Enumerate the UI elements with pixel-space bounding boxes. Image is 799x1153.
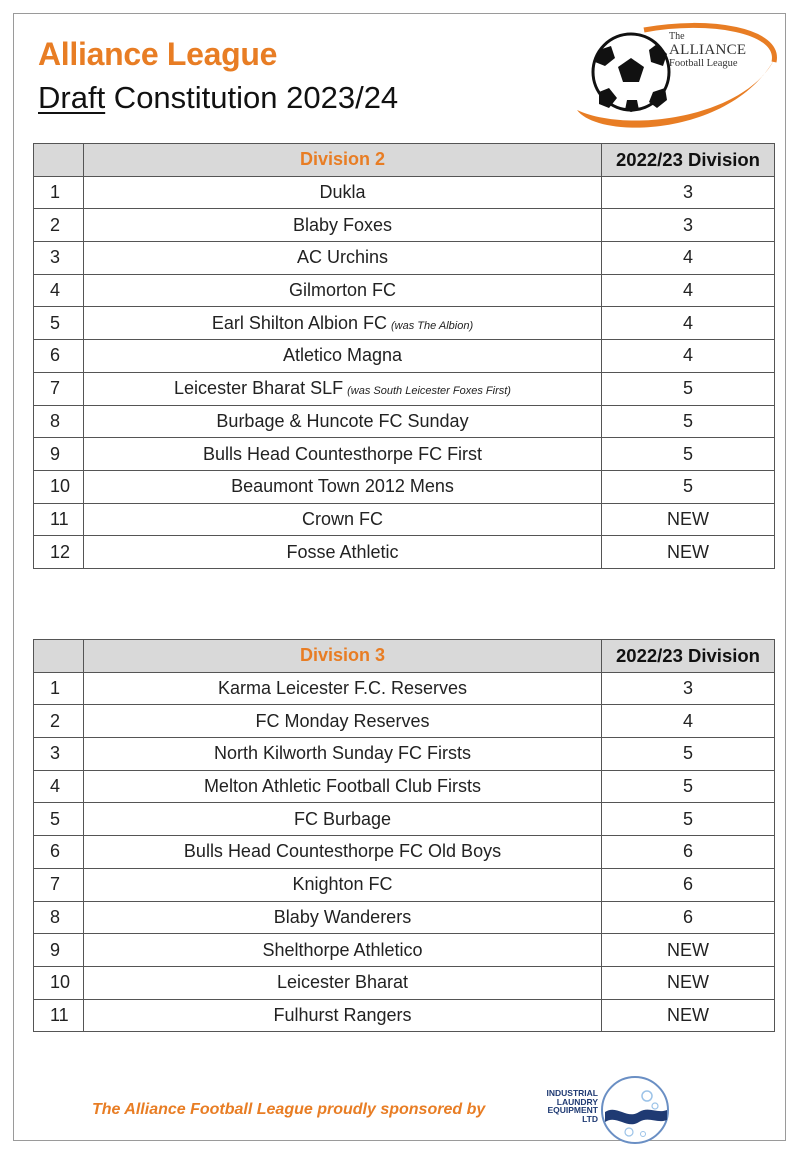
table-row bbox=[34, 999, 775, 1032]
table-row bbox=[34, 705, 775, 738]
row-number: 9 bbox=[34, 934, 84, 967]
team-name: Bulls Head Countesthorpe FC First bbox=[202, 443, 483, 464]
sponsor-line: LTD bbox=[582, 1113, 598, 1124]
sponsor-logo-wordmark bbox=[534, 1089, 598, 1123]
team-cell bbox=[84, 340, 602, 373]
row-number: 6 bbox=[34, 340, 84, 373]
constitution-subtitle bbox=[38, 80, 398, 116]
team-cell bbox=[84, 209, 602, 242]
previous-division: 3 bbox=[602, 176, 775, 209]
table-row bbox=[34, 242, 775, 275]
previous-division: 4 bbox=[602, 274, 775, 307]
team-cell bbox=[84, 307, 602, 340]
previous-division: 5 bbox=[602, 470, 775, 503]
team-cell bbox=[84, 934, 602, 967]
team-cell bbox=[84, 672, 602, 705]
team-cell bbox=[84, 176, 602, 209]
team-cell bbox=[84, 738, 602, 771]
team-cell bbox=[84, 274, 602, 307]
team-name: Blaby Wanderers bbox=[273, 906, 412, 927]
division-3-table bbox=[33, 639, 775, 1032]
document-page bbox=[13, 13, 786, 1141]
team-name: Gilmorton FC bbox=[288, 280, 396, 301]
row-number: 5 bbox=[34, 803, 84, 836]
team-cell bbox=[84, 503, 602, 536]
table-row bbox=[34, 209, 775, 242]
logo-football-league: Football League bbox=[669, 58, 738, 70]
previous-division: 5 bbox=[602, 438, 775, 471]
team-name: Knighton FC bbox=[292, 874, 393, 895]
team-name: Burbage & Huncote FC Sunday bbox=[216, 410, 469, 431]
row-number: 3 bbox=[34, 738, 84, 771]
row-number: 1 bbox=[34, 672, 84, 705]
previous-division: 5 bbox=[602, 738, 775, 771]
division-2-rows bbox=[34, 176, 775, 568]
team-cell bbox=[84, 536, 602, 569]
team-name: Fulhurst Rangers bbox=[273, 1004, 412, 1025]
row-number: 6 bbox=[34, 836, 84, 869]
league-title: Alliance League bbox=[38, 36, 278, 72]
table-row bbox=[34, 966, 775, 999]
table-row bbox=[34, 901, 775, 934]
team-name: Karma Leicester F.C. Reserves bbox=[217, 678, 468, 699]
team-cell bbox=[84, 803, 602, 836]
table-row bbox=[34, 836, 775, 869]
table-row bbox=[34, 405, 775, 438]
row-number: 9 bbox=[34, 438, 84, 471]
sponsor-line: EQUIPMENT bbox=[547, 1105, 598, 1115]
previous-division: 4 bbox=[602, 705, 775, 738]
team-cell bbox=[84, 242, 602, 275]
team-cell bbox=[84, 868, 602, 901]
team-cell bbox=[84, 770, 602, 803]
table-row bbox=[34, 340, 775, 373]
previous-division: 5 bbox=[602, 803, 775, 836]
team-name: AC Urchins bbox=[296, 247, 389, 268]
row-number: 4 bbox=[34, 274, 84, 307]
table-row bbox=[34, 372, 775, 405]
team-name: Melton Athletic Football Club Firsts bbox=[203, 776, 482, 797]
row-number: 5 bbox=[34, 307, 84, 340]
sponsor-statement: The Alliance Football League proudly sponsored by bbox=[92, 1101, 486, 1118]
team-note: (was The Albion) bbox=[390, 319, 474, 332]
previous-division: 6 bbox=[602, 836, 775, 869]
previous-division: 5 bbox=[602, 372, 775, 405]
team-name: Crown FC bbox=[301, 508, 383, 529]
logo-alliance: ALLIANCE bbox=[669, 41, 747, 58]
division-2-heading: Division 2 bbox=[84, 144, 602, 177]
table-row bbox=[34, 672, 775, 705]
table-row bbox=[34, 274, 775, 307]
previous-division: NEW bbox=[602, 934, 775, 967]
previous-division: NEW bbox=[602, 999, 775, 1032]
team-cell bbox=[84, 470, 602, 503]
table-row bbox=[34, 503, 775, 536]
team-name: Fosse Athletic bbox=[286, 541, 399, 562]
team-cell bbox=[84, 705, 602, 738]
team-note: (was South Leicester Foxes First) bbox=[347, 385, 511, 398]
previous-division: 3 bbox=[602, 209, 775, 242]
row-number: 11 bbox=[34, 999, 84, 1032]
previous-division: 6 bbox=[602, 901, 775, 934]
team-name: Dukla bbox=[319, 182, 366, 203]
team-cell bbox=[84, 836, 602, 869]
team-cell bbox=[84, 438, 602, 471]
row-number: 2 bbox=[34, 705, 84, 738]
previous-division: 4 bbox=[602, 307, 775, 340]
team-name: Leicester Bharat SLF bbox=[174, 378, 344, 399]
table-row bbox=[34, 934, 775, 967]
row-number: 3 bbox=[34, 242, 84, 275]
logo-wordmark bbox=[669, 32, 779, 69]
team-name: Shelthorpe Athletico bbox=[262, 939, 423, 960]
team-cell bbox=[84, 372, 602, 405]
subtitle-rest: Constitution 2023/24 bbox=[105, 80, 399, 115]
row-number: 7 bbox=[34, 372, 84, 405]
logo-the: The bbox=[669, 31, 685, 42]
sponsor-line: INDUSTRIAL bbox=[546, 1088, 598, 1098]
row-number: 8 bbox=[34, 405, 84, 438]
row-number: 10 bbox=[34, 470, 84, 503]
row-number: 2 bbox=[34, 209, 84, 242]
previous-division: NEW bbox=[602, 536, 775, 569]
previous-division: NEW bbox=[602, 503, 775, 536]
team-name: Blaby Foxes bbox=[292, 214, 393, 235]
team-name: Bulls Head Countesthorpe FC Old Boys bbox=[183, 841, 502, 862]
table-header-row bbox=[34, 640, 775, 673]
division-2-table bbox=[33, 143, 775, 569]
team-name: FC Burbage bbox=[293, 808, 392, 829]
team-name: Earl Shilton Albion FC bbox=[211, 312, 387, 333]
previous-division: 3 bbox=[602, 672, 775, 705]
previous-division: 6 bbox=[602, 868, 775, 901]
table-row bbox=[34, 868, 775, 901]
previous-division: 5 bbox=[602, 405, 775, 438]
table-row bbox=[34, 803, 775, 836]
table-row bbox=[34, 738, 775, 771]
previous-division: NEW bbox=[602, 966, 775, 999]
number-header bbox=[34, 640, 84, 673]
football-icon bbox=[593, 34, 669, 112]
table-row bbox=[34, 770, 775, 803]
sponsor-bubbles-logo bbox=[599, 1074, 671, 1146]
sponsor-line: LAUNDRY bbox=[556, 1096, 598, 1107]
row-number: 11 bbox=[34, 503, 84, 536]
team-cell bbox=[84, 999, 602, 1032]
division-3-rows bbox=[34, 672, 775, 1032]
team-name: FC Monday Reserves bbox=[255, 710, 430, 731]
previous-division-heading: 2022/23 Division bbox=[602, 640, 775, 673]
row-number: 10 bbox=[34, 966, 84, 999]
row-number: 7 bbox=[34, 868, 84, 901]
team-cell bbox=[84, 405, 602, 438]
row-number: 4 bbox=[34, 770, 84, 803]
table-row bbox=[34, 307, 775, 340]
table-row bbox=[34, 176, 775, 209]
team-cell bbox=[84, 966, 602, 999]
team-name: Leicester Bharat bbox=[276, 972, 409, 993]
previous-division: 4 bbox=[602, 340, 775, 373]
table-row bbox=[34, 438, 775, 471]
subtitle-draft: Draft bbox=[38, 80, 106, 115]
previous-division: 5 bbox=[602, 770, 775, 803]
team-name: North Kilworth Sunday FC Firsts bbox=[213, 743, 472, 764]
table-row bbox=[34, 470, 775, 503]
team-cell bbox=[84, 901, 602, 934]
table-row bbox=[34, 536, 775, 569]
table-header-row bbox=[34, 144, 775, 177]
previous-division: 4 bbox=[602, 242, 775, 275]
row-number: 12 bbox=[34, 536, 84, 569]
division-3-heading: Division 3 bbox=[84, 640, 602, 673]
number-header bbox=[34, 144, 84, 177]
team-name: Beaumont Town 2012 Mens bbox=[231, 476, 454, 497]
previous-division-heading: 2022/23 Division bbox=[602, 144, 775, 177]
row-number: 8 bbox=[34, 901, 84, 934]
row-number: 1 bbox=[34, 176, 84, 209]
team-name: Atletico Magna bbox=[282, 345, 403, 366]
